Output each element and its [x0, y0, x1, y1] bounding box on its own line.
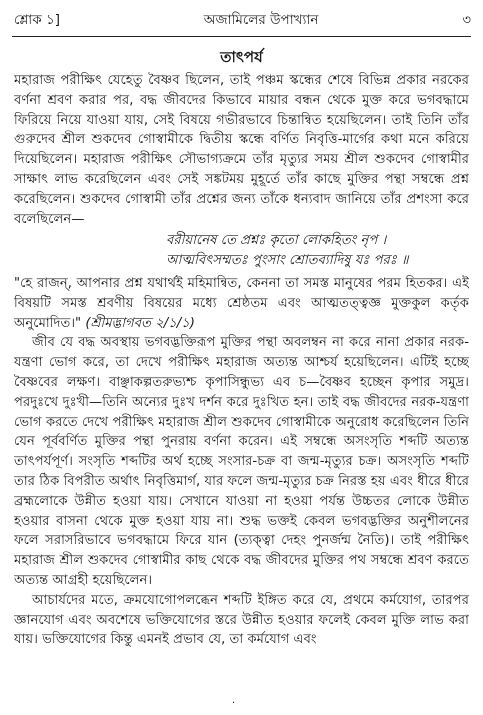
- running-header: [14, 8, 471, 34]
- header-divider: [12, 36, 471, 37]
- verse-translation: [14, 274, 469, 333]
- paragraph-intro: মহারাজ পরীক্ষিৎ যেহেতু বৈষ্ণব ছিলেন, তাই পঞ্চম স্কন্ধের শেষে বিভিন্ন প্রকার নরকের বর্ণনা শ্রবণ করার পর, বদ্ধ জীবদের কিভাবে মায়ার বন্ধন থেকে মুক্ত করে ভগবদ্ধামে ফিরিয়ে নিয়ে যাওয়া যায়, সেই বিষয়ে গভীরভাবে চিন্তান্বিত হয়েছিলেন। তাই তিনি তাঁর গুরুদেব শ্রীল শুকদেব গোস্বামীকে দ্বিতীয় স্কন্ধে বর্ণিত নিবৃত্তি-মার্গের কথা মনে করিয়ে দিয়েছিলেন। মহারাজ পরীক্ষিৎ সৌভাগ্যক্রমে তাঁর মৃত্যুর সময় শ্রীল শুকদেব গোস্বামীর সাক্ষাৎ লাভ করেছিলেন এবং সেই সঙ্কটময় মুহূর্তে তাঁর কাছে মুক্তির পন্থা সম্বন্ধে প্রশ্ন করেছিলেন। শুকদেব গোস্বামী তাঁর প্রশ্নের জন্য তাঁকে ধন্যবাদ জানিয়ে তাঁর প্রশংসা করে বলেছিলেন—: [14, 73, 469, 227]
- purport-body: [14, 71, 469, 701]
- paragraph-body-1: জীব যে বদ্ধ অবস্থায় ভগবদ্ভক্তিরূপ মুক্তির পন্থা অবলম্বন না করে নানা প্রকার নরক-যন্ত্রণা ভোগ করে, তা দেখে পরীক্ষিৎ মহারাজ অত্যন্ত আশ্চর্য হয়েছিলেন। এটিই হচ্ছে বৈষ্ণবের লক্ষণ। বাঞ্ছাকল্পতরুভ্যশ্চ কৃপাসিন্ধুভ্য এব চ—বৈষ্ণব হচ্ছেন কৃপার সমুদ্র। পরদুঃখে দুঃখী—তিনি অন্যের দুঃখ দর্শন করে দুঃখিত হন। তাই বদ্ধ জীবদের নরক-যন্ত্রণা ভোগ করতে দেখে পরীক্ষিৎ মহারাজ শ্রীল শুকদেব গোস্বামীকে অনুরোধ করেছিলেন তিনি যেন পূর্ববর্ণিত মুক্তির পন্থা পুনরায় বর্ণনা করেন। এই সম্বন্ধে অসংসৃতি শব্দটি অত্যন্ত তাৎপর্যপূর্ণ। সংসৃতি শব্দটির অর্থ হচ্ছে সংসার-চক্র বা জন্ম-মৃত্যুর চক্র। অসংসৃতি শব্দটি তার ঠিক বিপরীত অর্থাৎ নিবৃত্তিমার্গ, যার ফলে জন্ম-মৃত্যুর চক্র নিরস্ত হয় এবং ধীরে ধীরে ব্রহ্মলোকে উন্নীত হওয়া যায়। সেখানে যাওয়া না হওয়া পর্যন্ত উচ্চতর লোকে উন্নীত হওয়ার বাসনা থেকে মুক্ত হওয়া যায় না। শুদ্ধ ভক্তই কেবল ভগবদ্ভক্তির অনুশীলনের ফলে সরাসরিভাবে ভগবদ্ধামে ফিরে যান (ত্যক্ত্বা দেহং পুনর্জন্ম নৈতি)। তাই পরীক্ষিৎ মহারাজ শ্রীল শুকদেব গোস্বামীর কাছ থেকে বদ্ধ জীবদের মুক্তির পথ সম্বন্ধে শ্রবণ করতে অত্যন্ত আগ্রহী হয়েছিলেন।: [14, 335, 469, 588]
- header-page-number: ৩: [462, 12, 471, 29]
- section-title: তাৎপর্য: [220, 48, 263, 66]
- verse-line-2: আত্মবিৎসম্মতঃ পুংসাং শ্রোতব্যাদিষু যঃ পরঃ ॥: [166, 253, 409, 269]
- translation-source: (শ্রীমদ্ভাগবত ২/১/১): [85, 315, 195, 331]
- sanskrit-verse: [14, 231, 469, 271]
- paragraph-body-2: আচার্যদের মতে, ক্রমযোগোপলব্ধেন শব্দটি ইঙ্গিত করে যে, প্রথমে কর্মযোগ, তারপর জ্ঞানযোগ এবং অবশেষে ভক্তিযোগের স্তরে উন্নীত হওয়ার ফলেই কেবল মুক্তি লাভ করা যায়। ভক্তিযোগের কিন্তু এমনই প্রভাব যে, তা কর্মযোগ এবং: [14, 592, 469, 648]
- header-chapter-title: অজামিলের উপাখ্যান: [203, 12, 319, 29]
- footer-mark: ·: [232, 698, 236, 709]
- verse-line-1: বরীয়ানেষ তে প্রশ্নঃ কৃতো লোকহিতং নৃপ ।: [166, 233, 387, 249]
- translation-text: "হে রাজন্, আপনার প্রশ্ন যথার্থই মহিমান্বিত, কেননা তা সমস্ত মানুষের পরম হিতকর। এই বিষয়টি সমস্ত শ্রবণীয় বিষয়ের মধ্যে শ্রেষ্ঠতম এবং আত্মতত্ত্বজ্ঞ মুক্তকুল কর্তৃক অনুমোদিত।": [14, 275, 469, 331]
- header-verse-ref: শ্লোক ১]: [14, 12, 60, 29]
